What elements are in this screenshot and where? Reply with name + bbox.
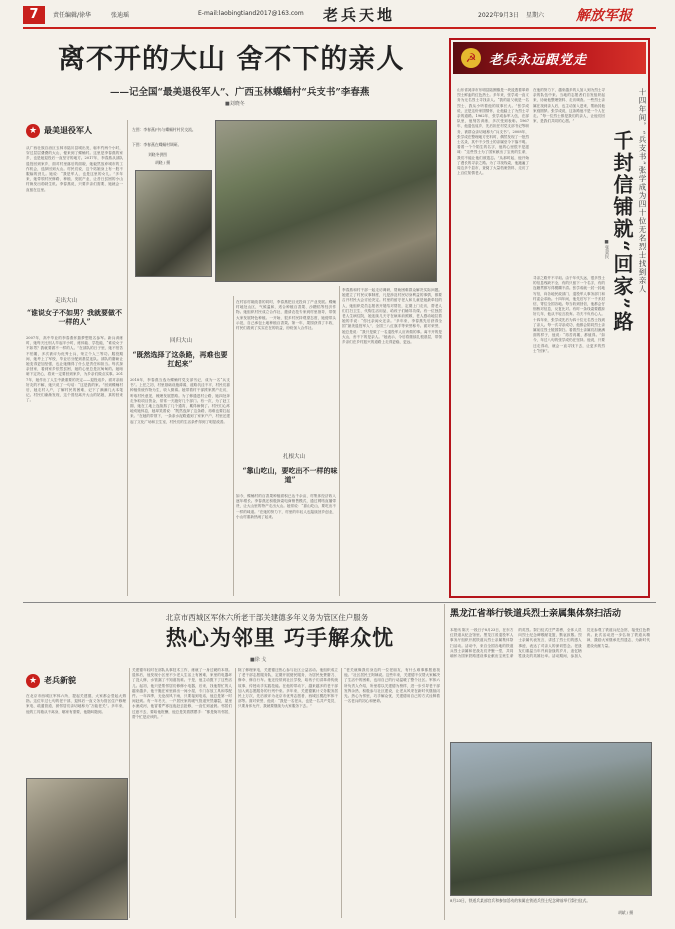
feature-subheadline: 十四年间，“兵支书”张学成为四十位无名烈士找到亲人 [638, 88, 647, 294]
bottom-col4-text: “老关就像我们身边的一位老朋友，有什么难事都愿意找他。”社区居民王阿姨说。这些年来，关建德不仅帮大家解决了生活中的困难，也用自己的行动温暖了整个社区。军休六所负责人介绍，所里将以关建德为榜样，进一步引导老干部发挥余热，积极参与社区建设，让老兵风采在新时代继续闪光。热心为邻里，巧手解众忧，关建德用自己的方式诠释着一名老兵的初心和使命。 [344, 668, 440, 704]
quote-2: “既然选择了这条路，再难也要扛起来” [132, 350, 228, 368]
bottom-col2-text: 关建德年轻时在部队从事技术工作，练就了一身过硬的本领。退休后，他发现小区里不少老人生活上有困难，家里的电器坏了没人修，水管漏了不知道找谁。于是，他主动揽下了这些活儿。起初，他只是帮邻居们修修小电器，后来，找他帮忙的人越来越多，他干脆在家里辟出一间小屋，专门存放工具和零配件。一年四季，无论刮风下雨，只要接到电话，他总是第一时间赶到。有一年冬天，一户居民家的暖气管道突然爆裂，屋里水流成河，他冒着严寒连夜赶去抢修，一直忙到凌晨。邻居们过意不去，要给他报酬，他总是笑着摆摆手：“都是街坊邻居，帮个忙是应该的。” [132, 668, 232, 719]
lead-photo-main [215, 120, 437, 282]
bottom-kicker: 北京市西城区军休六所老干部关建德多年义务为管区住户服务 [165, 613, 369, 622]
quote-1: “谁说女子不如男？我就要做不一样的人” [26, 308, 123, 326]
lead-intro-text: 从广西壮族自治区玉林市陆川县城出发，驱车约两个小时，穿过层层叠叠的大山，便来到了蝶蛹村。这里是李春燕的家乡，也是她退役后一直坚守的地方。2017年，李春燕从部队退役回到家乡，面对村里落后的面貌，她毅然放弃城市的工作机会，选择回到大山。村民们说，这个姑娘身上有一股不服输的劲儿。她说：“我是军人，也是这里的女儿。”多年来，她带领村民修路、种植、发展产业，让昔日贫困的小山村焕发出勃勃生机。李春燕说，只要乡亲们需要，她就会一直留在这里。 [26, 146, 123, 192]
box-title-bar [26, 124, 121, 138]
side-dateline: 本报讯 陈天 一段日子8月23日，在东方红铁道兵纪念馆里。 [450, 628, 514, 638]
photo-caption-1: 左图：李春燕(中)与蝶蛹村村民交流。 [132, 127, 196, 132]
bottom-box-title: 老兵新貌 [44, 676, 76, 685]
section-divider [23, 602, 656, 603]
sub-author-2: 回归大山 [170, 338, 193, 344]
lead-col2-text: 2018年，李春燕当选为蝶蛹村党支部书记，成为一名“兵支书”。上任之初，村里基础设施薄弱，道路坑洼不平，村民们靠种植传统作物为生，收入微薄。她带着村干部挨家挨户走访，听取村民意见，梳理发展思路。为了修通进村公路，她四处奔走争取项目资金，常常一天跑好几个部门。有一次，为了赶工期，她在工地上连续熬了几个通宵，累得病倒了。村民们心疼地劝她休息，她却笑着说：“既然选择了这条路，再难也要扛起来。”在她的带领下，一条条水泥路通到了家家户户，村里还建起了文化广场和卫生室，村民们的生活条件得到了明显改善。 [130, 378, 230, 424]
weekday: 星期六 [526, 12, 545, 19]
designer: 张迪瑶 [111, 12, 130, 19]
col-rule-6 [341, 668, 342, 918]
col-rule-1 [127, 120, 128, 596]
page-number: 7 [29, 7, 39, 22]
lead-col3b-text: 如今，蝶蛹村的百香果种植面积已达千余亩，村集体经济收入逐年增长。李春燕还积极探索电商销售模式，通过网络直播带货，让大山里的特产走出大山。她常说：“靠山吃山，要吃出不一样的味道。”在她的努力下，村里的年轻人也陆续回乡创业，小山村重新热闹了起来。 [236, 494, 336, 519]
page-header [23, 4, 656, 26]
feature-title-bar [453, 42, 646, 74]
feature-title: 老兵永远跟党走 [489, 53, 588, 68]
feature-byline: ■张金民 [604, 240, 609, 259]
sub-author-4: 走出大山 [55, 298, 78, 304]
star-icon-2: ★ [26, 674, 40, 688]
lead-photo-secondary [135, 170, 212, 277]
side-caption: 8月23日，铁道兵某部官兵和参加活动的家属在铁道兵烈士纪念碑前举行祭扫仪式。 [450, 898, 591, 903]
col-rule-4 [129, 668, 130, 918]
bottom-box-title-bar [26, 674, 116, 688]
side-photo-credit: 胡斌 / 摄 [618, 910, 634, 915]
sub-author-3: 扎根大山 [283, 454, 306, 460]
feature-box [449, 38, 650, 598]
editor: 责任编辑/徐华 [53, 12, 92, 19]
col-rule-5 [235, 668, 236, 918]
side-text: 本报讯 陈天 一段日子8月23日，在东方红铁道兵纪念馆里。黑龙江省退役军人事务厅组织开展铁道兵烈士亲属集体祭扫活动。活动中，来自全国各地的铁道兵烈士亲属和老战友们齐聚一堂，共同缅怀为国家铁路建设事业献出宝贵生命的英烈。祭扫仪式庄严肃穆，全体人员向烈士纪念碑敬献花篮，默哀致敬。烈士亲属代表发言，讲述了烈士们的感人事迹，表达了对亲人的深切思念。老战友们重温当年并肩奋战的岁月，追忆牺牲战友的英雄壮举。活动期间，参加人员还参观了铁道兵纪念馆，接受红色教育。此次活动进一步弘扬了铁道兵精神，激励大家继承先烈遗志，为新时代建设贡献力量。 [450, 628, 650, 659]
bottom-col3-text: 除了修理家电，关建德还热心参与社区公益活动。他组织成立了老干部志愿服务队，定期开展便民服务，为居民免费磨刀、修伞、修自行车。他还经常到社区学校，给孩子们讲革命传统故事，传授动手实践技能。在他的带动下，越来越多的老干部加入到志愿服务的行列中来。多年来，关建德累计义务服务居民上万次，先后被评为北京市优秀志愿者、西城区模范军休干部等。面对荣誉，他说：“我是一名老兵，也是一名共产党员，只要身体允许，我就要继续为大家服务下去。” [238, 668, 338, 709]
lead-headline: 离不开的大山 舍不下的亲人 [58, 44, 405, 75]
side-headline: 黑龙江省举行铁道兵烈士亲属集体祭扫活动 [450, 609, 622, 619]
photo-credit: 刘晓冬供图 [148, 152, 167, 157]
masthead: 解放军报 [576, 8, 632, 24]
col-rule-2 [233, 296, 234, 596]
lead-col3-text: 在村容村貌改善的同时，李春燕把目光投向了产业发展。蝶蛹村地处山区，气候温和，适合种植百香果、沙糖桔等经济作物。她组织村民成立合作社，邀请农技专家到村里指导，带领大家发展特色种植。一开始，很多村民持观望态度，她便带头示范，自己承包土地种植百香果。第一年，果园获得了丰收，村民们看到了实实在在的收益，纷纷加入合作社。 [236, 300, 336, 331]
lead-subheadline: ——记全国“最美退役军人”、广西玉林蝶蛹村“兵支书”李春燕 [110, 87, 370, 98]
side-photo [450, 742, 652, 896]
bottom-byline: ■徐 戈 [250, 657, 267, 663]
section-title: 老兵天地 [323, 6, 396, 24]
col-rule-3 [339, 286, 340, 596]
party-emblem-icon: ☭ [461, 48, 481, 68]
header-divider [23, 27, 656, 29]
box-title: 最美退役军人 [44, 126, 92, 135]
feature-col2-text: 寻亲之路并不平坦。由于年代久远，很多烈士的信息残缺不全，有的只留下一个名字，有的连籍贯都写得模糊不清。张学成就一封一封地写信，向各地民政部门、退役军人事务部门和村委会求助。十四年间，他先后写下一千多封信，寄往全国各地。每当收到回信，他都会仔细核对信息，反复比对。有时一条线索要跟踪好几年，他从不轻言放弃。功夫不负有心人。十四年来，张学成先后为四十位无名烈士找到了亲人。每一次寻亲成功，他都会陪同烈士亲属前往烈士陵园祭扫。看着烈士亲属们泪流满面的样子，他说：“再苦再累，都值得。”如今，年过八旬的张学成仍在坚持。他说，只要还走得动，就会一直寻找下去，让更多的烈士“回家”。 [533, 276, 605, 353]
feature-headline: 千封信铺就“回家”路 [610, 130, 634, 334]
feature-col1-text: 山东省菏泽市东明县陆圈镇是一块浸透着革命烈士鲜血的红色热土。多年来，张学成一直义务为无名烈士寻找亲人。“我的祖父就是一名烈士，我从小听着他的故事长大。”张学成说，正是这份家国情怀，让他踏上了为烈士寻亲的道路。1962年，张学成参军入伍，在部队里，他刻苦训练，多次受到表彰。1967年，他退伍返乡，先后担任村党支部书记等职务，被群众亲切地称为“兵支书”。2008年，张学成在整理地方史料时，偶然发现了一批烈士名录，其中不少烈士的亲属至今下落不明。看着一个个陌生的名字，他的心里很不是滋味：“这些烈士为了国家献出了宝贵的生命，我们不能让他们被遗忘。”从那时起，他开始了漫长的寻亲之路。为了寻找线索，他跑遍了周边多个县市，查阅了大量档案资料，走访了上百位知情老人。 [457, 88, 529, 176]
email: E-mail:laobingtiand2017@163.com [198, 10, 304, 17]
bottom-col1-text: 在北京市西城区军休六所，提起关建德，大家都会竖起大拇指。这位年过七旬的老干部，退休后一直义务为管区住户修理家电、疏通管道，被邻居们亲切地称为“万能老关”。多年来，他的工具箱从不离身，哪家有需要，他随叫随到。 [26, 694, 126, 714]
col-rule-7 [444, 604, 445, 920]
lead-col4-text: 李春燕和村干部一起走访调研，帮助困难群众解决实际问题。她建立了村民议事制度，凡是涉及村民切身利益的事情，都要召开村民大会讨论决定。村里的留守老人和儿童是她最牵挂的人，她组织党员志愿者开展结对帮扶，定期上门走访，帮老人们打扫卫生、代购生活用品，给孩子们辅导功课。有一位独居老人生病住院，她连续几天守在病床前照顾，老人感动地拉着她的手说：“你比亲闺女还亲。”多年来，李春燕先后获得全国“最美退役军人”、全国三八红旗手等荣誉称号。面对荣誉，她总是说：“我只是做了一名退役军人应该做的事。离不开的是大山，舍不下的是亲人。”她表示，今后将继续扎根基层，带领乡亲们在乡村振兴的道路上走得更稳、更远。 [342, 288, 442, 345]
bottom-headline: 热心为邻里 巧手解众忧 [165, 625, 395, 650]
photo-credit-2: 胡晓 / 摄 [155, 160, 171, 165]
star-icon: ★ [26, 124, 40, 138]
bottom-photo [26, 778, 128, 920]
feature-col3-text: 在他的努力下，越来越多的人加入到为烈士寻亲的队伍中来。当地的志愿者们自发组织起来，协助他整理资料、走访调查。一些烈士亲属在找到亲人后，也主动加入进来，帮助其他家庭圆梦。张学成说，这条路他不是一个人在走。“每一位烈士都是我们的亲人，让他们回家，是我们共同的心愿。” [533, 88, 605, 124]
lead-byline: ■刘晓冬 [225, 101, 245, 107]
date: 2022年9月3日 [478, 12, 519, 19]
quote-3: “靠山吃山，要吃出不一样的味道” [242, 466, 338, 484]
lead-col1-text: 2007年，高中毕业的李春燕怀揣梦想报名参军。新兵训练时，她每天比别人早起半小时，练体能、学技能，“谁说女子不如男？我就要做不一样的人。”在部队的日子里，她不怕苦不怕累，多次被评为优秀士兵，荣立个人三等功。服役期间，她考上了军校，毕业后分配到基层连队。部队的磨砺让她变得更加坚强，也让她懂得了什么是责任和担当。每次探亲回家，看到家乡依然贫困，她的心里总是沉甸甸的。她暗暗下定决心，将来一定要回到家乡，为乡亲们做点实事。2017年，她作出了人生中最重要的决定——退役返乡。面对亲朋好友的不解，她只说了一句话：“这是我的家。”回到蝶蛹村后，她走村入户，了解村民的困难，记下了满满几大本笔记。村民们渐渐发现，这个曾经离开大山的姑娘，真的回来了。 [26, 336, 123, 403]
photo-caption-2: 下图：李春燕在蝶蛹村调研。 [132, 142, 182, 147]
